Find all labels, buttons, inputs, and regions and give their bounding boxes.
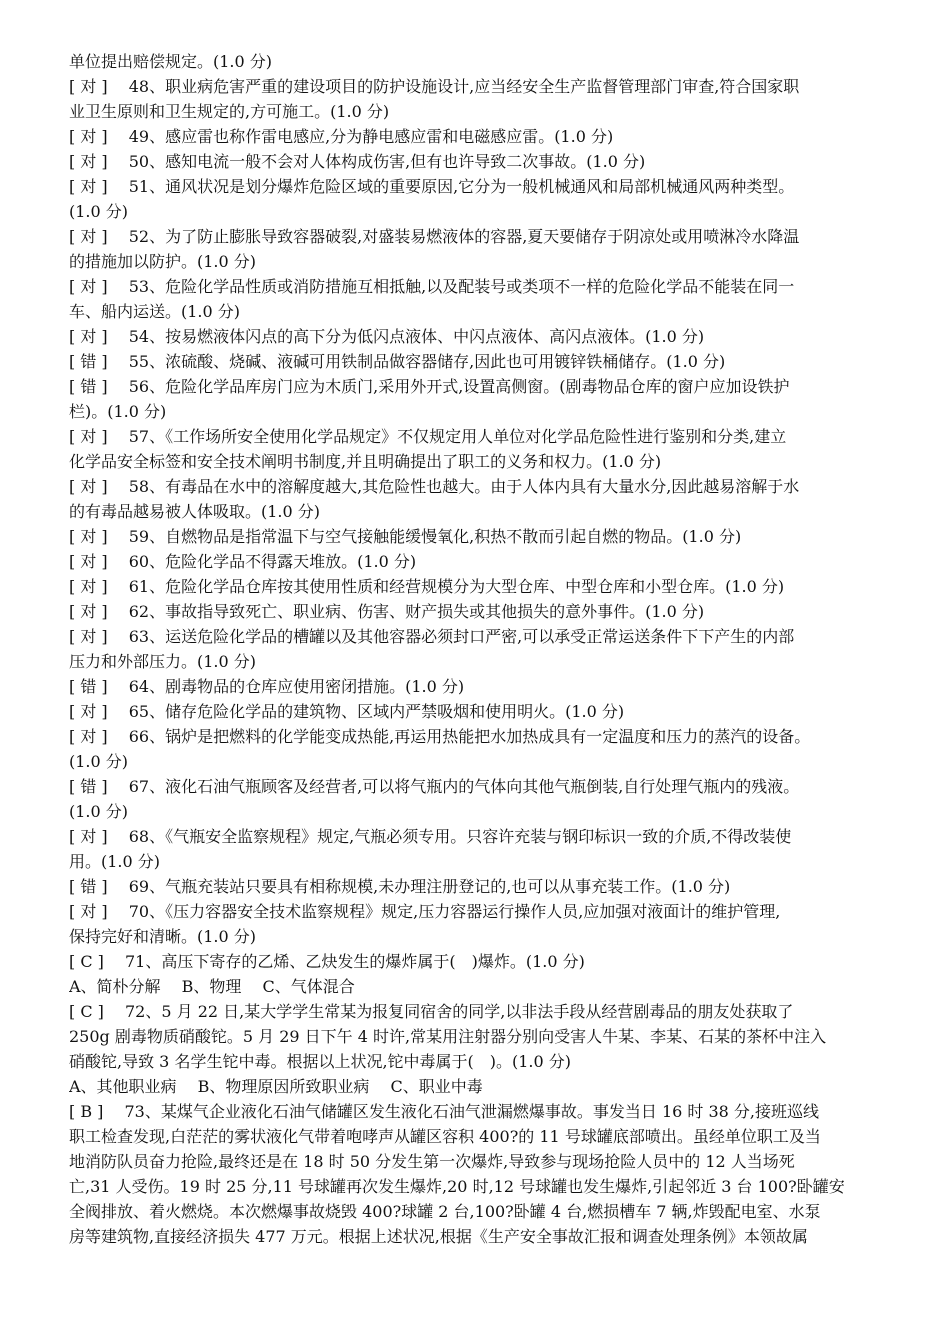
text-line: 车、船内运送。(1.0 分) — [69, 302, 241, 321]
text-line: 250g 剧毒物质硝酸铊。5 月 29 日下午 4 时许,常某用注射器分别向受害人牛某、李某、石某的茶杯中注入 — [69, 1027, 827, 1046]
text-line: (1.0 分) — [69, 752, 129, 771]
text-line: [ 错 ] 64、剧毒物品的仓库应使用密闭措施。(1.0 分) — [69, 677, 465, 696]
text-line: [ 对 ] 54、按易燃液体闪点的高下分为低闪点液体、中闪点液体、高闪点液体。(1.0 分) — [69, 327, 705, 346]
text-line: [ 对 ] 57、《工作场所安全使用化学品规定》不仅规定用人单位对化学品危险性进行鉴别和分类,建立 — [69, 427, 787, 446]
text-line: [ 对 ] 63、运送危险化学品的槽罐以及其他容器必须封口严密,可以承受正常运送条件下下产生的内部 — [69, 627, 795, 646]
text-line: [ 对 ] 65、储存危险化学品的建筑物、区域内严禁吸烟和使用明火。(1.0 分) — [69, 702, 625, 721]
text-line: [ 对 ] 59、自燃物品是指常温下与空气接触能缓慢氧化,积热不散而引起自燃的物品。(1.0 分) — [69, 527, 742, 546]
text-line: [ 错 ] 56、危险化学品库房门应为木质门,采用外开式,设置高侧窗。(剧毒物品仓库的窗户应加设铁护 — [69, 377, 790, 396]
text-line: 的有毒品越易被人体吸取。(1.0 分) — [69, 502, 321, 521]
text-line: [ 对 ] 66、锅炉是把燃料的化学能变成热能,再运用热能把水加热成具有一定温度和压力的蒸汽的设备。 — [69, 727, 811, 746]
text-line: 栏)。(1.0 分) — [69, 402, 167, 421]
text-line: [ 对 ] 53、危险化学品性质或消防措施互相抵触,以及配装号或类项不一样的危险化学品不能装在同一 — [69, 277, 795, 296]
text-line: [ 对 ] 51、通风状况是划分爆炸危险区域的重要原因,它分为一般机械通风和局部机械通风两种类型。 — [69, 177, 795, 196]
text-line: [ C ] 72、5 月 22 日,某大学学生常某为报复同宿舍的同学,以非法手段从经营剧毒品的朋友处获取了 — [69, 1002, 794, 1021]
text-line: 化学品安全标签和安全技术阐明书制度,并且明确提出了职工的义务和权力。(1.0 分) — [69, 452, 662, 471]
text-line: [ B ] 73、某煤气企业液化石油气储罐区发生液化石油气泄漏燃爆事故。事发当日 16 时 38 分,接班巡线 — [69, 1102, 820, 1121]
text-line: 用。(1.0 分) — [69, 852, 161, 871]
text-line: [ 对 ] 70、《压力容器安全技术监察规程》规定,压力容器运行操作人员,应加强对液面计的维护管理, — [69, 902, 781, 921]
text-line: [ 对 ] 68、《气瓶安全监察规程》规定,气瓶必须专用。只容许充装与钢印标识一致的介质,不得改装使 — [69, 827, 792, 846]
text-line: 压力和外部压力。(1.0 分) — [69, 652, 257, 671]
text-line: [ 对 ] 52、为了防止膨胀导致容器破裂,对盛装易燃液体的容器,夏天要储存于阴凉处或用喷淋冷水降温 — [69, 227, 800, 246]
text-line: 单位提出赔偿规定。(1.0 分) — [69, 52, 273, 71]
text-line: 全阀排放、着火燃烧。本次燃爆事故烧毁 400?球罐 2 台,100?卧罐 4 台,燃损槽车 7 辆,炸毁配电室、水泵 — [69, 1202, 821, 1221]
text-line: [ 对 ] 49、感应雷也称作雷电感应,分为静电感应雷和电磁感应雷。(1.0 分) — [69, 127, 614, 146]
text-line: 地消防队员奋力抢险,最终还是在 18 时 50 分发生第一次爆炸,导致参与现场抢险人员中的 12 人当场死 — [69, 1152, 795, 1171]
text-line: 业卫生原则和卫生规定的,方可施工。(1.0 分) — [69, 102, 390, 121]
text-line: 房等建筑物,直接经济损失 477 万元。根据上述状况,根据《生产安全事故汇报和调查处理条例》本领故属 — [69, 1227, 808, 1246]
text-line: [ 错 ] 69、气瓶充装站只要具有相称规模,未办理注册登记的,也可以从事充装工作。(1.0 分) — [69, 877, 731, 896]
text-line: A、简朴分解 B、物理 C、气体混合 — [69, 977, 355, 996]
text-line: [ 对 ] 58、有毒品在水中的溶解度越大,其危险性也越大。由于人体内具有大量水分,因此越易溶解于水 — [69, 477, 800, 496]
text-line: A、其他职业病 B、物理原因所致职业病 C、职业中毒 — [69, 1077, 483, 1096]
text-line: 职工检查发现,白茫茫的雾状液化气带着咆哮声从罐区容积 400?的 11 号球罐底部喷出。虽经单位职工及当 — [69, 1127, 821, 1146]
text-line: (1.0 分) — [69, 802, 129, 821]
text-line: [ 对 ] 50、感知电流一般不会对人体构成伤害,但有也许导致二次事故。(1.0 分) — [69, 152, 646, 171]
text-line: [ 对 ] 62、事故指导致死亡、职业病、伤害、财产损失或其他损失的意外事件。(1.0 分) — [69, 602, 705, 621]
text-line: [ 对 ] 60、危险化学品不得露天堆放。(1.0 分) — [69, 552, 417, 571]
text-line: [ 错 ] 55、浓硫酸、烧碱、液碱可用铁制品做容器储存,因此也可用镀锌铁桶储存。(1.0 分) — [69, 352, 726, 371]
text-line: [ 对 ] 48、职业病危害严重的建设项目的防护设施设计,应当经安全生产监督管理部门审查,符合国家职 — [69, 77, 800, 96]
text-line: 硝酸铊,导致 3 名学生铊中毒。根据以上状况,铊中毒属于( )。(1.0 分) — [69, 1052, 572, 1071]
text-line: 的措施加以防护。(1.0 分) — [69, 252, 257, 271]
text-line: [ 错 ] 67、液化石油气瓶顾客及经营者,可以将气瓶内的气体向其他气瓶倒装,自行处理气瓶内的残液。 — [69, 777, 800, 796]
text-line: 亡,31 人受伤。19 时 25 分,11 号球罐再次发生爆炸,20 时,12 号球罐也发生爆炸,引起邻近 3 台 100?卧罐安 — [69, 1177, 845, 1196]
text-line: (1.0 分) — [69, 202, 129, 221]
text-line: [ 对 ] 61、危险化学品仓库按其使用性质和经营规模分为大型仓库、中型仓库和小型仓库。(1.0 分) — [69, 577, 785, 596]
text-line: [ C ] 71、高压下寄存的乙烯、乙炔发生的爆炸属于( )爆炸。(1.0 分) — [69, 952, 585, 971]
text-line: 保持完好和清晰。(1.0 分) — [69, 927, 257, 946]
